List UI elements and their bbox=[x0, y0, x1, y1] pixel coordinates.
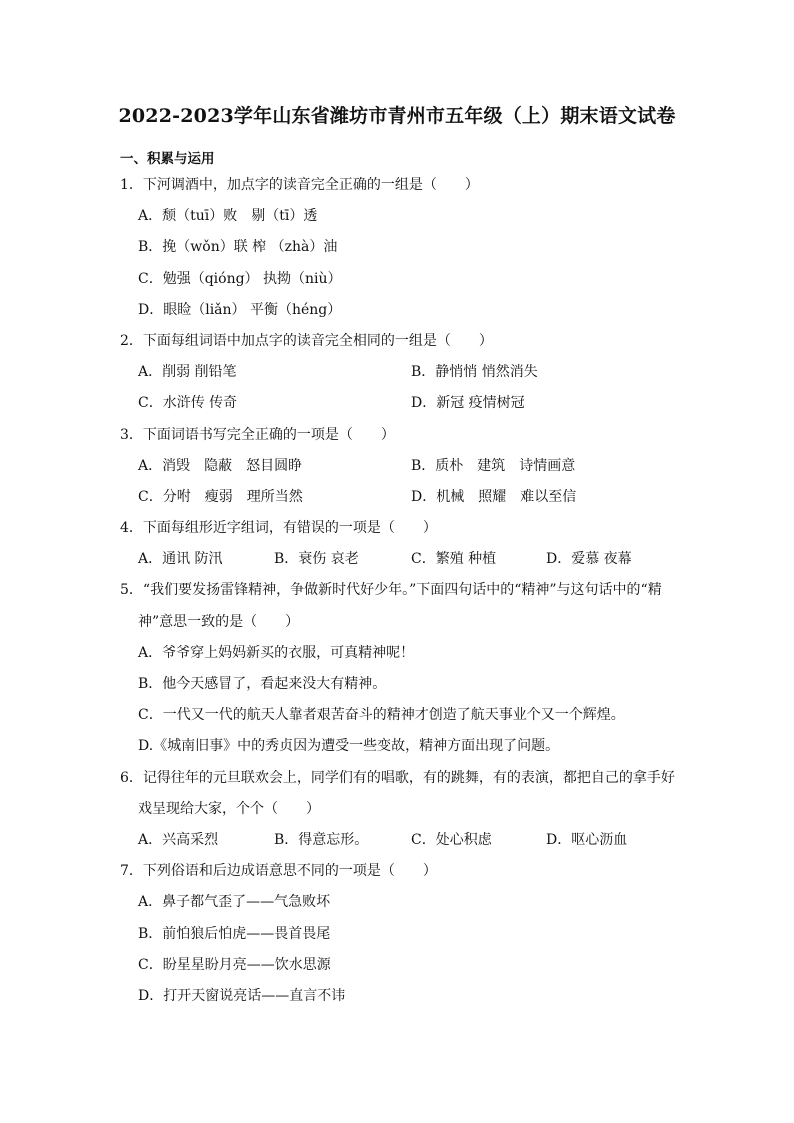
question-list bbox=[0, 170, 794, 1012]
question-4-option-c: C．繁殖 种植 bbox=[411, 551, 497, 568]
section-heading: 一、积累与运用 bbox=[120, 151, 215, 167]
question-1-option-d: D．眼睑（liǎn） 平衡（héng） bbox=[138, 301, 342, 318]
question-6-option-b: B．得意忘形。 bbox=[274, 831, 369, 848]
question-2-option-row-1 bbox=[0, 357, 794, 388]
question-7-stem: 7．下列俗语和后边成语意思不同的一项是（ ） bbox=[120, 863, 437, 880]
question-1-option-a: A．颓（tuī）败 剔（tī）透 bbox=[138, 208, 318, 225]
question-6-stem-continued: 戏呈现给大家，个个（ ） bbox=[138, 800, 320, 817]
question-6-option-a: A．兴高采烈 bbox=[138, 831, 219, 848]
question-1-option-b: B．挽（wǒn）联 榨 （zhà）油 bbox=[138, 239, 338, 256]
question-5-stem: 5．“我们要发扬雷锋精神，争做新时代好少年。”下面四句话中的“精神”与这句话中的“精 bbox=[120, 582, 662, 599]
question-5-option-c: C．一代又一代的航天人靠者艰苦奋斗的精神才创造了航天事业个又一个辉煌。 bbox=[138, 707, 625, 724]
question-6-option-d: D．呕心沥血 bbox=[546, 831, 628, 848]
question-1-option-c: C．勉强（qióng） 执拗（niù） bbox=[138, 270, 342, 287]
question-2-option-row-2 bbox=[0, 388, 794, 419]
question-2-option-a: A．削弱 削铅笔 bbox=[138, 364, 237, 381]
question-2-option-b: B．静悄悄 悄然消失 bbox=[411, 364, 538, 381]
question-4-option-row bbox=[0, 544, 794, 575]
question-7-option-a: A．鼻子都气歪了——气急败坏 bbox=[138, 894, 331, 911]
question-7-option-c: C．盼星星盼月亮——饮水思源 bbox=[138, 956, 331, 973]
question-4-option-b: B．衰伤 哀老 bbox=[274, 551, 359, 568]
question-4-option-a: A．通讯 防汛 bbox=[138, 551, 223, 568]
question-3-option-row-1 bbox=[0, 451, 794, 482]
question-3-option-d: D．机械 照耀 难以至信 bbox=[411, 488, 577, 505]
question-6-stem: 6．记得往年的元旦联欢会上，同学们有的唱歌，有的跳舞，有的表演，都把自己的拿手好 bbox=[120, 769, 675, 786]
question-4-option-d: D．爱慕 夜幕 bbox=[546, 551, 632, 568]
question-5-option-a: A．爷爷穿上妈妈新买的衣服，可真精神呢！ bbox=[138, 644, 415, 661]
question-2-option-d: D．新冠 疫情树冠 bbox=[411, 395, 525, 412]
exam-title: 2022-2023学年山东省潍坊市青州市五年级（上）期末语文试卷 bbox=[118, 105, 676, 127]
question-5-option-b: B．他今天感冒了，看起来没大有精神。 bbox=[138, 676, 387, 692]
question-5-stem-continued: 神”意思一致的是（ ） bbox=[138, 613, 300, 630]
question-4-stem: 4．下面每组形近字组词，有错误的一项是（ ） bbox=[120, 520, 437, 537]
question-3-option-a: A．消毁 隐蔽 怒目圆睁 bbox=[138, 457, 303, 474]
question-6-option-row bbox=[0, 825, 794, 856]
question-5-option-d: D.《城南旧事》中的秀贞因为遭受一些变故，精神方面出现了问题。 bbox=[138, 738, 560, 755]
question-3-option-c: C．分咐 瘦弱 理所当然 bbox=[138, 488, 303, 505]
question-7-option-d: D．打开天窗说亮话——直言不讳 bbox=[138, 987, 346, 1004]
question-3-option-row-2 bbox=[0, 482, 794, 513]
question-3-option-b: B．质朴 建筑 诗情画意 bbox=[411, 457, 576, 474]
question-2-stem: 2．下面每组词语中加点字的读音完全相同的一组是（ ） bbox=[120, 332, 493, 349]
question-6-option-c: C．处心积虑 bbox=[411, 831, 492, 848]
question-2-option-c: C．水浒传 传奇 bbox=[138, 395, 238, 412]
question-3-stem: 3．下面词语书写完全正确的一项是（ ） bbox=[120, 426, 395, 443]
question-1-stem: 1．下河调酒中，加点字的读音完全正确的一组是（ ） bbox=[120, 177, 479, 193]
question-7-option-b: B．前怕狼后怕虎——畏首畏尾 bbox=[138, 925, 331, 942]
